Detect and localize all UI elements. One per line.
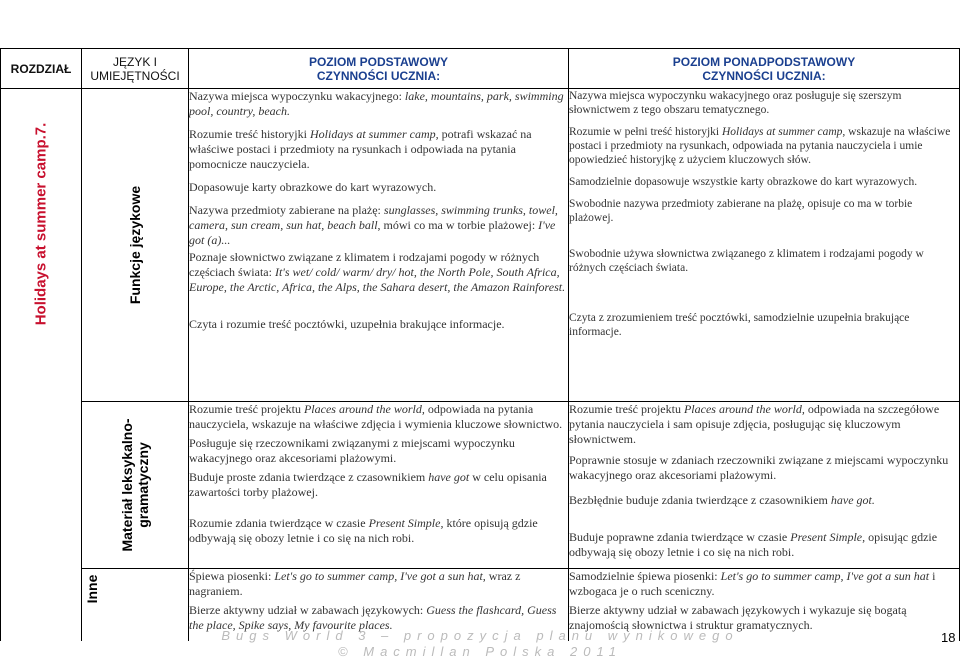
other-adv-p2: Bierze aktywny udział w zabawach językowych i wykazuje się bogatą znajomością słownictwa i struktur gramatycznych. — [569, 603, 907, 632]
chapter-cell — [1, 89, 82, 642]
material-basic-p3: Buduje proste zdania twierdzące z czasownikiem have got w celu opisania zawartości torby plażowej. — [189, 470, 547, 499]
material-adv-p3: Bezbłędnie buduje zdania twierdzące z czasownikiem have got. — [569, 493, 875, 507]
functions-basic-p4: Nazywa przedmioty zabierane na plażę: sunglasses, swimming trunks, towel, camera, sun cream, sun hat, beach ball, mówi co ma w torbie plażowej: I've got (a)... — [189, 203, 558, 247]
section-other-label: Inne — [84, 574, 100, 604]
functions-adv-p2: Rozumie w pełni treść historyjki Holidays at summer camp, wskazuje na właściwe postaci i przedmioty na rysunkach, odpowiada na pytania nauczyciela i umie opowiedzieć historyjkę z użyciem kluczowych słów. — [569, 126, 951, 166]
header-basic: POZIOM PODSTAWOWY CZYNNOŚCI UCZNIA: — [189, 49, 569, 89]
header-advanced: POZIOM PONADPODSTAWOWY CZYNNOŚCI UCZNIA: — [569, 49, 960, 89]
material-basic-p2: Posługuje się rzeczownikami związanymi z miejscami wypoczynku wakacyjnego oraz akcesoriami plażowymi. — [189, 436, 515, 465]
plan-table — [0, 48, 960, 641]
functions-row — [1, 89, 960, 402]
functions-adv-p1: Nazywa miejsca wypoczynku wakacyjnego oraz posługuje się szerszym słownictwem z tego obszaru tematycznego. — [569, 90, 902, 116]
header-jezyk: JĘZYK I UMIEJĘTNOŚCI — [82, 49, 189, 89]
functions-adv-cell — [569, 89, 960, 402]
functions-basic-p6: Czyta i rozumie treść pocztówki, uzupełnia brakujące informacje. — [189, 317, 505, 331]
functions-basic-p2: Rozumie treść historyjki Holidays at summer camp, potrafi wskazać na właściwe postaci i przedmioty na rysunkach i odpowiada na pytania pomocnicze nauczyciela. — [189, 127, 532, 171]
material-adv-p1: Rozumie treść projektu Places around the world, odpowiada na szczegółowe pytania nauczyciela i sam opisuje zdjęcia, posługując się kluczowym słownictwem. — [569, 402, 940, 446]
header-row — [1, 49, 960, 89]
functions-adv-p4: Swobodnie nazywa przedmioty zabierane na plażę, opisuje co ma w torbie plażowej. — [569, 198, 913, 224]
functions-basic-p5: Poznaje słownictwo związane z klimatem i rodzajami pogody w różnych częściach świata: It's wet/ cold/ warm/ dry/ hot, the North Pole, South Africa, Europe, the Arctic, Africa, the Alps, the Sahara desert, the Amazon Rainforest. — [189, 250, 566, 294]
material-adv-p4: Buduje poprawne zdania twierdzące w czasie Present Simple, opisując gdzie odbywają się obozy letnie i co się na nich robi. — [569, 530, 938, 559]
material-basic-p1: Rozumie treść projektu Places around the world, odpowiada na pytania nauczyciela, wskazuje na właściwe zdjęcia i wymienia kluczowe słownictwo. — [189, 402, 563, 431]
section-material-label: Materiał leksykalno-gramatyczny — [119, 418, 151, 552]
functions-basic-p1: Nazywa miejsca wypoczynku wakacyjnego: lake, mountains, park, swimming pool, country, beach. — [189, 89, 564, 118]
chapter-title: Holidays at summer camp.7. — [32, 122, 50, 326]
functions-basic-p3: Dopasowuje karty obrazkowe do kart wyrazowych. — [189, 180, 437, 194]
section-functions — [82, 89, 189, 402]
section-material — [82, 402, 189, 569]
page-number: 18 — [941, 630, 956, 645]
functions-adv-p6: Czyta z zrozumieniem treść pocztówki, samodzielnie uzupełnia brakujące informacje. — [569, 312, 910, 338]
footer-copyright: © Macmillan Polska 2011 — [338, 644, 622, 659]
functions-basic-cell — [189, 89, 569, 402]
material-basic-p4: Rozumie zdania twierdzące w czasie Present Simple, które opisują gdzie odbywają się obozy letnie i co się na nich robi. — [189, 516, 538, 545]
material-basic-cell — [189, 402, 569, 569]
functions-adv-p5: Swobodnie używa słownictwa związanego z klimatem i rodzajami pogody w różnych częściach świata. — [569, 248, 924, 274]
other-basic-p2: Bierze aktywny udział w zabawach językowych: Guess the flashcard, Guess the place, Spike says, My favourite places. — [189, 603, 557, 632]
functions-adv-p3: Samodzielnie dopasowuje wszystkie karty obrazkowe do kart wyrazowych. — [569, 176, 918, 188]
material-row — [1, 402, 960, 569]
material-adv-cell — [569, 402, 960, 569]
other-basic-p1: Śpiewa piosenki: Let's go to summer camp, I've got a sun hat, wraz z nagraniem. — [189, 569, 521, 598]
header-rozdzial: ROZDZIAŁ — [1, 49, 82, 89]
section-functions-label: Funkcje językowe — [127, 185, 143, 305]
footer-title: Bugs World 3 – propozycja planu wynikowego — [221, 628, 739, 643]
material-adv-p2: Poprawnie stosuje w zdaniach rzeczowniki związane z miejscami wypoczynku wakacyjnego oraz akcesoriami plażowymi. — [569, 453, 949, 482]
other-adv-p1: Samodzielnie śpiewa piosenki: Let's go to summer camp, I've got a sun hat i wzbogaca je o ruch sceniczny. — [569, 569, 936, 598]
